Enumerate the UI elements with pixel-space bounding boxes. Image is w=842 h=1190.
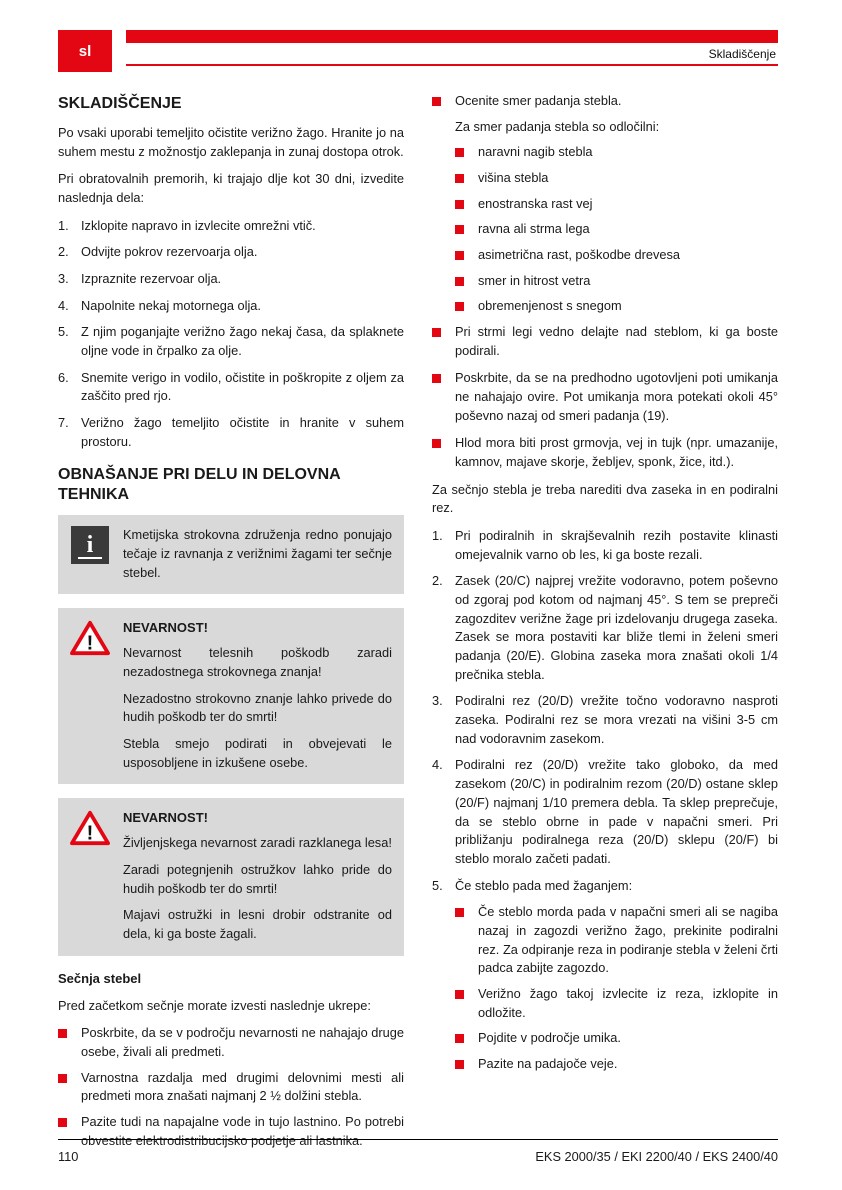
warning-triangle-icon <box>69 809 111 847</box>
item-text: Izklopite napravo in izvlecite omrežni vtič. <box>81 217 316 233</box>
bullet-text: smer in hitrost vetra <box>478 272 591 288</box>
item-text: Podiralni rez (20/D) vrežite tako globoko, da med zasekom (20/C) in podiralnim rezom (20/D) ostane sklep (20/F) najmanj 1/10 premera debla. Ta sklep preprečuje, da se steblo obrne in pade v napačni smeri. Pri približanju podiralnega reza (20/D) sklepu (20/F) bi steblo moralo začeti padati. <box>455 757 778 866</box>
list-item <box>58 369 404 406</box>
info-icon <box>71 526 109 564</box>
bullet-item <box>432 272 778 291</box>
item-text: Pri podiralnih in skrajševalnih rezih postavite klinasti omejevalnik varno ob les, ki ga boste rezali. <box>455 528 778 562</box>
paragraph: Za sečnjo stebla je treba narediti dva zaseka in en podiralni rez. <box>432 481 778 516</box>
svg-text:!: ! <box>86 822 94 845</box>
bullet-item <box>432 220 778 239</box>
paragraph: Po vsaki uporabi temeljito očistite verižno žago. Hranite jo na suhem mestu z možnostjo zaklepanja in zunaj dostopa otrok. <box>58 125 404 159</box>
list-item <box>58 243 404 262</box>
item-text: Verižno žago temeljito očistite in hranite v suhem prostoru. <box>81 415 404 449</box>
square-bullet-icon <box>58 1029 67 1038</box>
bullet-text: Hlod mora biti prost grmovja, vej in tujk (npr. umazanije, kamnov, majave skorje, žebljev, sponk, žice, itd.). <box>455 435 778 470</box>
bullet-item <box>432 195 778 214</box>
danger-paragraph: Majavi ostružki in lesni drobir odstranite od dela, ki ga boste žagali. <box>123 907 392 942</box>
bullet-text: asimetrična rast, poškodbe drevesa <box>478 247 681 263</box>
falling-direction-factors <box>432 143 778 316</box>
item-text: Zasek (20/C) najprej vrežite vodoravno, potem poševno od zgoraj pod kotom od najmanj 45°. S tem se prepreči zagozditev verižne žage pri izdelovanju drugega zaseka. Zasek se mora postaviti kar bliže tlemi in želeni smeri padanja (20/E). Globina zaseka mora znašati okoli 1/4 prečnika stebla. <box>455 573 778 682</box>
bullet-text: Ocenite smer padanja stebla. <box>455 93 622 108</box>
bullet-text: enostranska rast vej <box>478 195 593 211</box>
bullet-text: Verižno žago takoj izvlecite iz reza, izklopite in odložite. <box>478 985 778 1020</box>
svg-text:!: ! <box>86 632 94 655</box>
item-text: Odvijte pokrov rezervoarja olja. <box>81 244 258 260</box>
danger-paragraph: Stebla smejo podirati in obvejevati le usposobljene in izkušene osebe. <box>123 736 392 770</box>
square-bullet-icon <box>58 1074 67 1083</box>
language-badge: sl <box>58 30 112 72</box>
bullet-item <box>432 143 778 162</box>
square-bullet-icon <box>455 1060 464 1069</box>
list-item <box>58 323 404 360</box>
square-bullet-icon <box>432 97 441 106</box>
bullet-item <box>432 434 778 471</box>
bullet-item <box>432 903 778 978</box>
info-icon-column <box>69 526 111 582</box>
list-item <box>432 692 778 748</box>
felling-steps-list <box>432 527 778 895</box>
info-box-text: Kmetijska strokovna združenja redno ponujajo tečaje iz ravnanja z verižnimi žagami ter sečnje stebel. <box>123 527 392 580</box>
bullet-text: naravni nagib stebla <box>478 144 593 160</box>
bullet-item <box>432 323 778 360</box>
square-bullet-icon <box>455 990 464 999</box>
bullet-item <box>58 1024 404 1061</box>
item-number: 2. <box>432 573 443 589</box>
bullet-item <box>58 1069 404 1106</box>
bullet-text: Pri strmi legi vedno delajte nad steblom, ki ga boste podirali. <box>455 324 778 358</box>
item-number: 4. <box>432 757 443 773</box>
item-text: Podiralni rez (20/D) vrežite točno vodoravno nasproti zaseka. Podiralni rez se mora vrezati na višini 3-5 cm nad vodoravnim zasekom. <box>455 693 778 746</box>
danger-paragraph: Zaradi potegnjenih ostružkov lahko pride do hudih poškodb ter do smrti! <box>123 862 392 896</box>
bullet-item <box>432 297 778 316</box>
square-bullet-icon <box>58 1118 67 1127</box>
item-number: 5. <box>58 324 69 340</box>
square-bullet-icon <box>455 908 464 917</box>
list-item <box>58 270 404 289</box>
item-number: 3. <box>432 693 443 709</box>
square-bullet-icon <box>455 148 464 157</box>
item-number: 1. <box>432 528 443 544</box>
danger-title: NEVARNOST! <box>123 620 208 636</box>
bullet-text: Pazite na padajoče veje. <box>478 1055 618 1071</box>
section-title-behaviour: OBNAŠANJE PRI DELU IN DELOVNA TEHNIKA <box>58 466 341 504</box>
bullet-item <box>432 169 778 188</box>
bullet-item <box>432 246 778 265</box>
list-item <box>432 527 778 564</box>
item-number: 3. <box>58 271 69 287</box>
item-number: 4. <box>58 297 69 313</box>
item-text: Izpraznite rezervoar olja. <box>81 271 222 287</box>
danger-icon-column <box>69 809 111 943</box>
header-right <box>126 30 778 66</box>
bullet-text: Poskrbite, da se v področju nevarnosti ne nahajajo druge osebe, živali ali predmeti. <box>81 1025 404 1060</box>
bullet-text: ravna ali strma lega <box>478 221 590 237</box>
bullet-item <box>432 369 778 425</box>
list-item <box>58 297 404 316</box>
warning-triangle-icon <box>69 619 111 657</box>
item-number: 7. <box>58 415 69 431</box>
danger-box-1-text <box>123 619 392 772</box>
danger-paragraph: Nevarnost telesnih poškodb zaradi nezadostnega strokovnega znanja! <box>123 645 392 680</box>
bullet-item <box>432 985 778 1022</box>
square-bullet-icon <box>455 200 464 209</box>
square-bullet-icon <box>455 1034 464 1043</box>
danger-box-2 <box>58 798 404 955</box>
item-text: Z njim poganjajte verižno žago nekaj časa, da splaknete oljne vode in črpalko za olje. <box>81 324 404 359</box>
bullet-text: Poskrbite, da se na predhodno ugotovljeni poti umikanja ne nahajajo ovire. Pot umikanja mora potekati okoli 45° poševno nazaj od smeri padanja (19). <box>455 370 778 423</box>
list-item <box>432 572 778 684</box>
square-bullet-icon <box>455 225 464 234</box>
list-item <box>432 756 778 868</box>
left-column <box>58 92 404 1157</box>
bullet-item <box>432 92 778 111</box>
header-red-bar <box>126 30 778 43</box>
subsection-title-felling: Sečnja stebel <box>58 970 142 986</box>
right-column <box>432 92 778 1157</box>
bullet-text: obremenjenost s snegom <box>478 298 622 314</box>
section-title-storage: SKLADIŠČENJE <box>58 95 182 112</box>
storage-steps-list <box>58 217 404 452</box>
bullet-text: Če steblo morda pada v napačni smeri ali se nagiba nazaj in zagozdi verižno žago, prekinite podiralni rez. Za odpiranje reza in podiranje stebla v želeni črti padca zabijte zagozdo. <box>478 904 778 976</box>
square-bullet-icon <box>432 439 441 448</box>
paragraph: Pri obratovalnih premorih, ki trajajo dlje kot 30 dni, izvedite naslednja dela: <box>58 171 404 206</box>
danger-box-2-text <box>123 809 392 943</box>
step5-sub-bullets <box>432 903 778 1073</box>
paragraph: Pred začetkom sečnje morate izvesti naslednje ukrepe: <box>58 997 371 1013</box>
bullet-text: Pojdite v področje umika. <box>478 1030 621 1046</box>
square-bullet-icon <box>455 251 464 260</box>
content-columns <box>58 92 778 1157</box>
page-header <box>58 30 778 72</box>
square-bullet-icon <box>432 328 441 337</box>
header-rule <box>126 64 778 66</box>
bullet-text: Varnostna razdalja med drugimi delovnimi mesti ali predmeti mora znašati najmanj 2 ½ dolžini stebla. <box>81 1069 404 1104</box>
square-bullet-icon <box>455 302 464 311</box>
list-item <box>58 414 404 451</box>
item-text: Snemite verigo in vodilo, očistite in poškropite z oljem za zaščito pred rjo. <box>81 369 404 404</box>
square-bullet-icon <box>432 374 441 383</box>
info-icon-glyph: i <box>86 531 94 558</box>
danger-icon-column <box>69 619 111 772</box>
danger-box-1 <box>58 608 404 784</box>
square-bullet-icon <box>455 174 464 183</box>
list-item <box>58 217 404 236</box>
item-number: 2. <box>58 244 69 260</box>
bullet-item <box>432 1055 778 1074</box>
danger-paragraph: Življenjskega nevarnost zaradi razklanega lesa! <box>123 835 392 851</box>
bullet-item <box>432 1029 778 1048</box>
danger-title: NEVARNOST! <box>123 810 208 826</box>
item-text: Če steblo pada med žaganjem: <box>455 877 633 893</box>
running-header-title: Skladiščenje <box>708 47 776 61</box>
bullet-text: Pazite tudi na napajalne vode in tujo lastnino. Po potrebi obvestite elektrodistribucijsko podjetje ali lastnika. <box>81 1114 404 1148</box>
item-number: 1. <box>58 217 69 233</box>
square-bullet-icon <box>455 277 464 286</box>
item-number: 6. <box>58 369 69 385</box>
footer-model-list: EKS 2000/35 / EKI 2200/40 / EKS 2400/40 <box>535 1149 778 1164</box>
item-number: 5. <box>432 877 443 893</box>
info-box <box>58 515 404 594</box>
page-number: 110 <box>58 1149 79 1164</box>
item-text: Napolnite nekaj motornega olja. <box>81 297 261 313</box>
page-footer <box>58 1139 778 1164</box>
bullet-text: višina stebla <box>478 170 549 186</box>
list-item <box>432 877 778 896</box>
danger-paragraph: Nezadostno strokovno znanje lahko privede do hudih poškodb ter do smrti! <box>123 690 392 725</box>
paragraph: Za smer padanja stebla so odločilni: <box>455 118 660 134</box>
